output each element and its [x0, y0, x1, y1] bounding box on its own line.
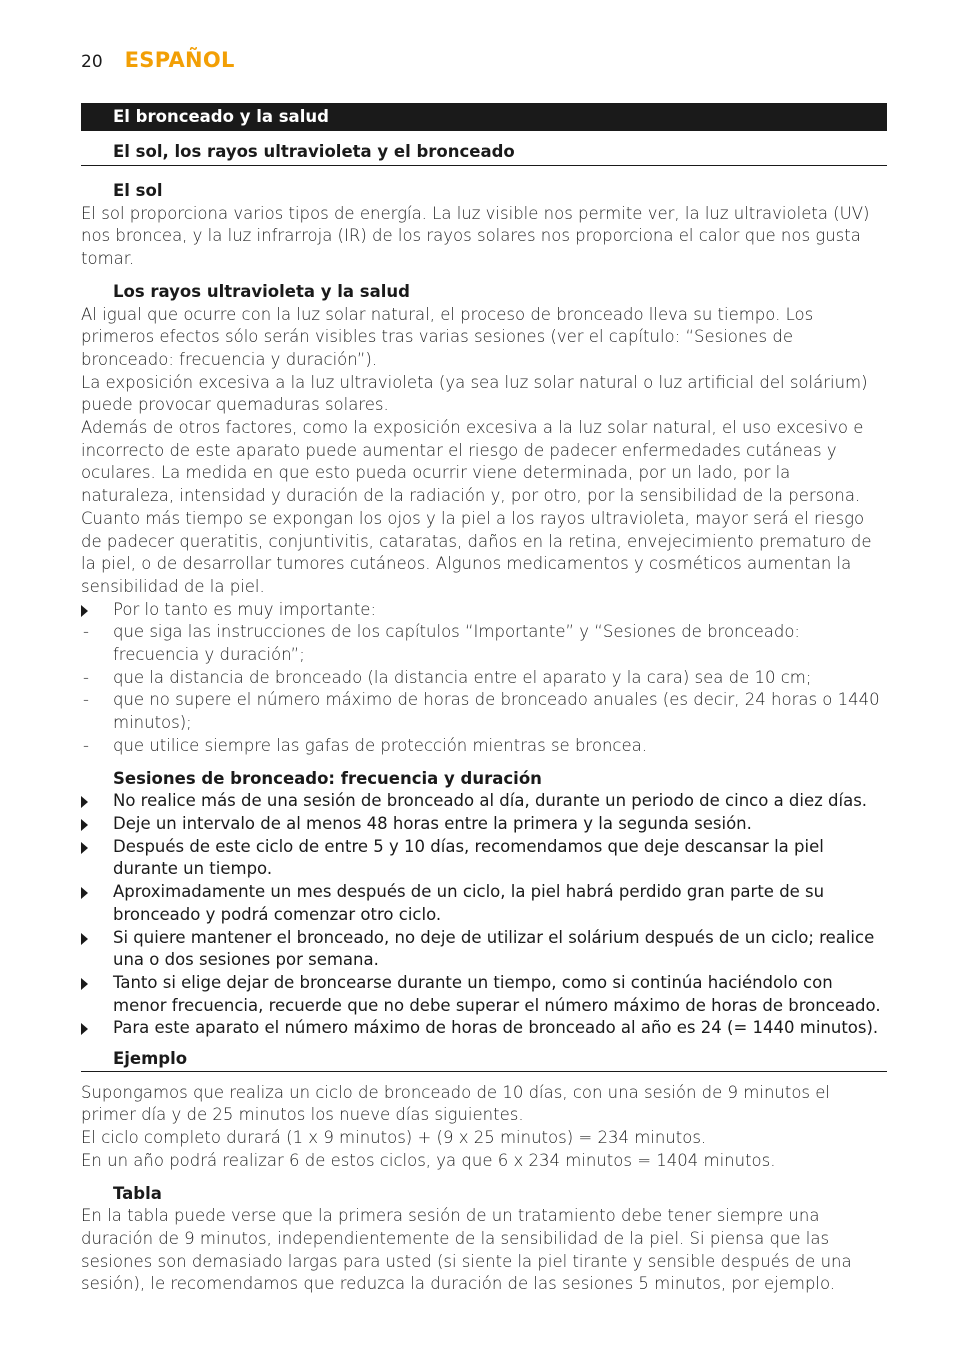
list-item: Después de este ciclo de entre 5 y 10 días, recomendamos que deje descansar la piel durante un tiempo.: [81, 836, 887, 881]
ejemplo-paragraph: Supongamos que realiza un ciclo de bronceado de 10 días, con una sesión de 9 minutos el primer día y de 25 minutos los nueve días siguientes.: [81, 1082, 831, 1125]
list-item: - que utilice siempre las gafas de protección mientras se broncea.: [81, 735, 887, 758]
list-item: Aproximadamente un mes después de un ciclo, la piel habrá perdido gran parte de su bronceado y podrá comenzar otro ciclo.: [81, 881, 887, 926]
uv-paragraph: Cuanto más tiempo se expongan los ojos y la piel a los rayos ultravioleta, mayor será el riesgo de padecer queratitis, conjuntivitis, cataratas, daños en la retina, envejecimiento prematuro de la piel, o de desarrollar tumores cutáneos. Algunos medicamentos y cosméticos aumentan la sensibilidad de la piel.: [81, 508, 872, 596]
content: [81, 140, 887, 1296]
list-item: No realice más de una sesión de bronceado al día, durante un periodo de cinco a diez días.: [81, 790, 887, 813]
tabla-text: En la tabla puede verse que la primera sesión de un tratamiento debe tener siempre una duración de 9 minutos, independientemente de la sensibilidad de la piel. Si piensa que las sesiones son demasiado largas para usted (si siente la piel tirante y sensible después de una sesión), le recomendamos que reduzca la duración de las sesiones 5 minutos, por ejemplo.: [81, 1206, 852, 1294]
ejemplo-paragraph: El ciclo completo durará (1 x 9 minutos) + (9 x 25 minutos) = 234 minutos.: [81, 1128, 707, 1148]
list-item: Para este aparato el número máximo de horas de bronceado al año es 24 (= 1440 minutos).: [81, 1017, 887, 1040]
dash-icon: -: [83, 622, 89, 642]
section-title: El bronceado y la salud: [81, 103, 887, 131]
ejemplo-paragraph: En un año podrá realizar 6 de estos ciclos, ya que 6 x 234 minutos = 1404 minutos.: [81, 1150, 776, 1170]
uv-heading: Los rayos ultravioleta y la salud: [113, 281, 410, 301]
list-item: Deje un intervalo de al menos 48 horas entre la primera y la segunda sesión.: [81, 813, 887, 836]
list-item: Si quiere mantener el bronceado, no deje de utilizar el solárium después de un ciclo; realice una o dos sesiones por semana.: [81, 927, 887, 972]
uv-paragraph: Además de otros factores, como la exposición excesiva a la luz solar natural, el uso excesivo e incorrecto de este aparato puede aumentar el riesgo de padecer enfermedades cutáneas y oculares. La medida en que esto pueda ocurrir viene determinada, por un lado, por la naturaleza, intensidad y duración de la radiación y, por otro, por la sensibilidad de la persona.: [81, 418, 864, 506]
bullet-triangle-icon: [81, 819, 88, 831]
uv-list: [81, 599, 887, 758]
uv-paragraph: Al igual que ocurre con la luz solar natural, el proceso de bronceado lleva su tiempo. Los primeros efectos sólo serán visibles tras varias sesiones (ver el capítulo: “Sesiones de bronceado: frecuencia y duración”).: [81, 304, 814, 369]
bullet-triangle-icon: [81, 887, 88, 899]
list-item: Por lo tanto es muy importante:: [81, 599, 887, 622]
sesiones-list: [81, 790, 887, 1040]
page-number: 20: [81, 52, 103, 72]
sol-text: El sol proporciona varios tipos de energía. La luz visible nos permite ver, la luz ultravioleta (UV) nos broncea, y la luz infrarroja (IR) de los rayos solares nos proporciona el calor que nos gusta tomar.: [81, 203, 870, 269]
list-item: - que siga las instrucciones de los capítulos “Importante” y “Sesiones de bronceado: frecuencia y duración”;: [83, 622, 800, 665]
sesiones-heading: Sesiones de bronceado: frecuencia y duración: [113, 768, 542, 788]
bullet-triangle-icon: [81, 933, 88, 945]
list-item: - que la distancia de bronceado (la distancia entre el aparato y la cara) sea de 10 cm;: [81, 667, 887, 690]
page-header: [81, 48, 235, 74]
sol-heading: El sol: [113, 181, 163, 200]
bullet-triangle-icon: [81, 978, 88, 990]
bullet-triangle-icon: [81, 842, 88, 854]
ejemplo-heading: Ejemplo: [81, 1048, 887, 1072]
list-item: - que no supere el número máximo de horas de bronceado anuales (es decir, 24 horas o 1440 minutos);: [83, 690, 880, 733]
uv-paragraph: La exposición excesiva a la luz ultravioleta (ya sea luz solar natural o luz artificial del solárium) puede provocar quemaduras solares.: [81, 372, 868, 415]
list-item: Tanto si elige dejar de broncearse durante un tiempo, como si continúa haciéndolo con menor frecuencia, recuerde que no debe superar el número máximo de horas de bronceado.: [81, 972, 887, 1017]
dash-icon: -: [83, 667, 89, 687]
dash-icon: -: [83, 735, 89, 755]
dash-icon: -: [83, 690, 89, 710]
bullet-triangle-icon: [81, 796, 88, 808]
bullet-triangle-icon: [81, 1023, 88, 1035]
bullet-triangle-icon: [81, 605, 88, 617]
language-label: ESPAÑOL: [124, 48, 235, 72]
tabla-heading: Tabla: [113, 1183, 162, 1203]
subsection-title: El sol, los rayos ultravioleta y el bronceado: [81, 140, 887, 166]
